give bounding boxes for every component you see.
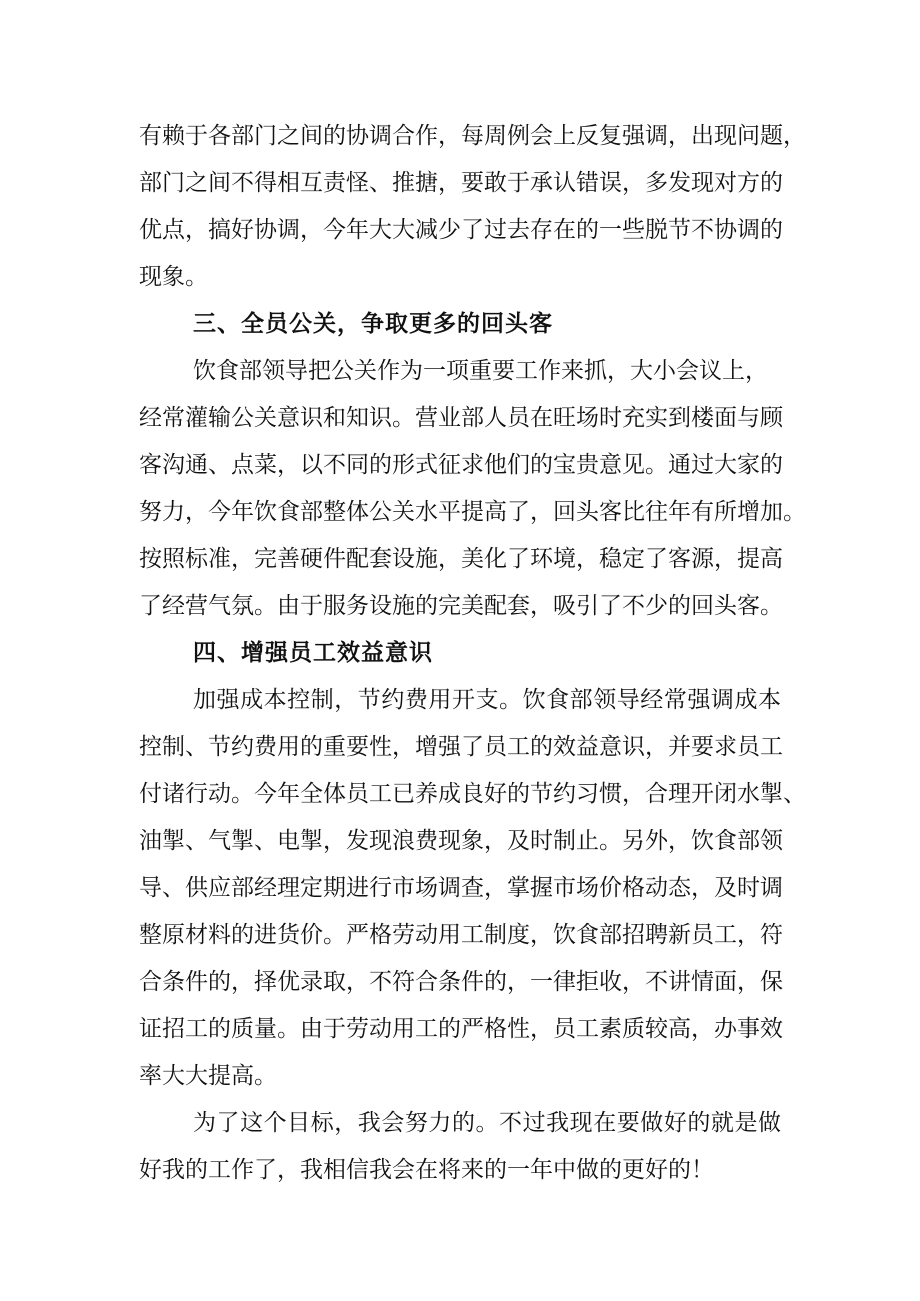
- paragraph-line: 导、供应部经理定期进行市场调查，掌握市场价格动态，及时调: [139, 875, 783, 901]
- paragraph-line: 为了这个目标，我会努力的。不过我现在要做好的就是做: [193, 1110, 781, 1136]
- paragraph-line: 了经营气氛。由于服务设施的完美配套，吸引了不少的回头客。: [139, 593, 783, 619]
- paragraph-line: 合条件的，择优录取，不符合条件的，一律拒收，不讲情面，保: [139, 969, 783, 995]
- paragraph-line: 控制、节约费用的重要性，增强了员工的效益意识，并要求员工: [139, 734, 783, 760]
- paragraph-line: 证招工的质量。由于劳动用工的严格性，员工素质较高，办事效: [139, 1016, 783, 1042]
- paragraph-line: 付诸行动。今年全体员工已养成良好的节约习惯，合理开闭水掣、: [139, 781, 806, 807]
- section-heading-4: 四、增强员工效益意识: [193, 639, 433, 666]
- paragraph-line: 加强成本控制，节约费用开支。饮食部领导经常强调成本: [193, 687, 781, 713]
- paragraph-line: 部门之间不得相互责怪、推搪，要敢于承认错误，多发现对方的: [139, 170, 783, 196]
- paragraph-line: 有赖于各部门之间的协调合作，每周例会上反复强调，出现问题，: [139, 123, 806, 149]
- paragraph-line: 优点，搞好协调，今年大大减少了过去存在的一些脱节不协调的: [139, 217, 783, 243]
- paragraph-line: 饮食部领导把公关作为一项重要工作来抓，大小会议上，: [193, 358, 768, 384]
- section-heading-3: 三、全员公关，争取更多的回头客: [193, 310, 553, 337]
- paragraph-line: 率大大提高。: [139, 1063, 277, 1089]
- paragraph-line: 现象。: [139, 264, 208, 290]
- paragraph-line: 油掣、气掣、电掣，发现浪费现象，及时制止。另外，饮食部领: [139, 828, 783, 854]
- paragraph-line: 客沟通、点菜，以不同的形式征求他们的宝贵意见。通过大家的: [139, 452, 783, 478]
- paragraph-line: 按照标准，完善硬件配套设施，美化了环境，稳定了客源，提高: [139, 546, 783, 572]
- paragraph-line: 整原材料的进货价。严格劳动用工制度，饮食部招聘新员工，符: [139, 922, 783, 948]
- paragraph-line: 好我的工作了，我相信我会在将来的一年中做的更好的！: [139, 1157, 714, 1183]
- paragraph-line: 经常灌输公关意识和知识。营业部人员在旺场时充实到楼面与顾: [139, 405, 783, 431]
- paragraph-line: 努力，今年饮食部整体公关水平提高了，回头客比往年有所增加。: [139, 499, 806, 525]
